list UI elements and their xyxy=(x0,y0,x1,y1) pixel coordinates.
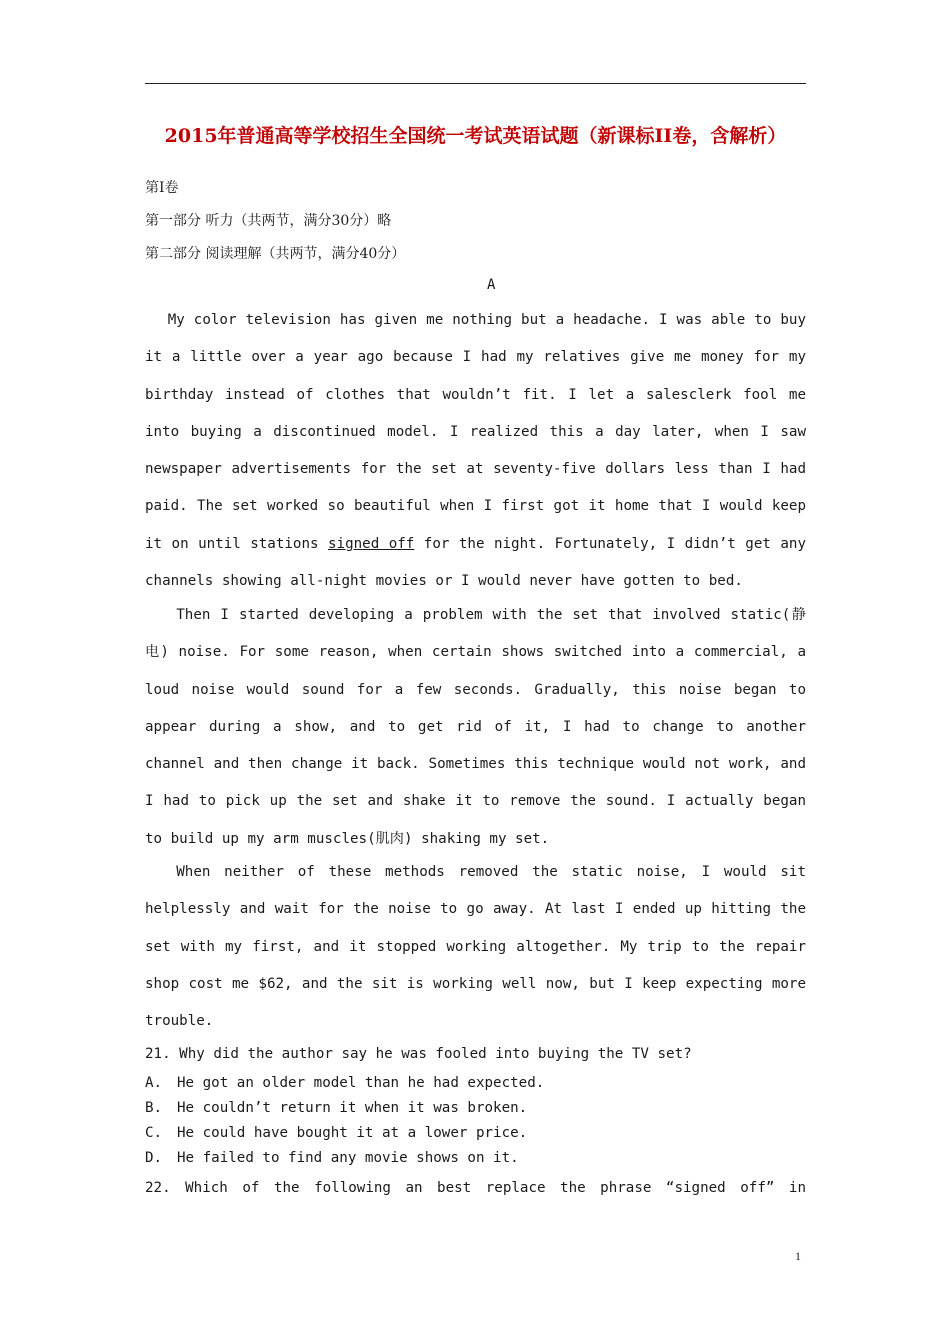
volume-label: 第I卷 xyxy=(145,180,179,196)
option-text: He got an older model than he had expected. xyxy=(177,1075,545,1091)
paragraph-1-text: My color television has given me nothing but a headache. I was able to buy it a little over a year ago because I had my relatives give me money for my birthday instead of clothes that wouldn’t fit. I let a salesclerk fool me into buying a discontinued model. I realized this a day later, when I saw newspaper advertisements for the set at seventy-five dollars less than I had paid. The set worked so beautiful when I first got it home that I would keep it on until stations xyxy=(145,312,806,552)
paragraph-1-text-end: for the night. Fortunately, I didn’t get any channels showing all-night movies or I would never have gotten to bed. xyxy=(145,535,806,590)
option-a xyxy=(145,1075,544,1091)
underlined-phrase: signed off xyxy=(328,535,415,552)
part-one-heading: 第一部分 听力（共两节，满分30分）略 xyxy=(145,213,392,229)
question-22-stem: 22. Which of the following an best replace the phrase “signed off” in xyxy=(145,1180,806,1196)
option-key: D. xyxy=(145,1150,163,1166)
option-key: C. xyxy=(145,1125,163,1141)
page-number: 1 xyxy=(795,1249,801,1263)
passage-paragraph-2: Then I started developing a problem with the set that involved static(静电) noise. For some reason, when certain shows switched into a commercial, a loud noise would sound for a few seconds. Gradually, this noise began to appear during a show, and to get rid of it, I had to change to another channel and then change it back. Sometimes this technique would not work, and I had to pick up the set and shake it to remove the sound. I actually began to build up my arm muscles(肌肉) shaking my set. xyxy=(145,607,806,847)
option-b xyxy=(145,1100,527,1116)
part-two-heading: 第二部分 阅读理解（共两节，满分40分） xyxy=(145,246,406,262)
option-d xyxy=(145,1150,519,1166)
document-title: 2015年普通高等学校招生全国统一考试英语试题（新课标II卷，含解析） xyxy=(164,125,787,147)
option-key: A. xyxy=(145,1075,163,1091)
header-rule xyxy=(145,83,806,84)
passage-paragraph-3: When neither of these methods removed the static noise, I would sit helplessly and wait for the noise to go away. At last I ended up hitting the set with my first, and it stopped working altogether. My trip to the repair shop cost me $62, and the sit is working well now, but I keep expecting more trouble. xyxy=(145,864,806,1030)
passage-paragraph-1 xyxy=(145,302,806,600)
section-label: A xyxy=(487,277,496,293)
question-21-stem: 21. Why did the author say he was fooled into buying the TV set? xyxy=(145,1046,692,1062)
option-text: He failed to find any movie shows on it. xyxy=(177,1150,519,1166)
option-c xyxy=(145,1125,527,1141)
option-key: B. xyxy=(145,1100,163,1116)
option-text: He could have bought it at a lower price. xyxy=(177,1125,528,1141)
option-text: He couldn’t return it when it was broken. xyxy=(177,1100,528,1116)
